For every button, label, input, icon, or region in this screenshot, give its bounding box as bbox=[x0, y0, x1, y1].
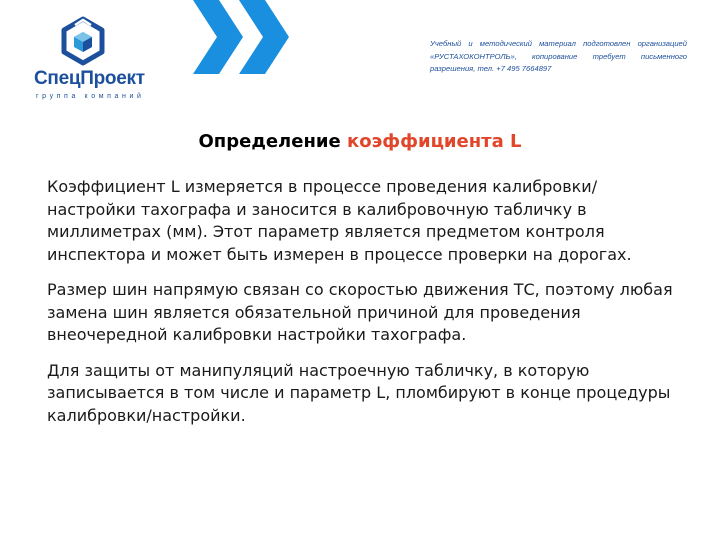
page-title bbox=[0, 131, 720, 152]
paragraph: Размер шин напрямую связан со скоростью движения ТС, поэтому любая замена шин является обязательной причиной для проведения внеочередной калибровки настройки тахографа. bbox=[47, 280, 673, 344]
chevron-arrows-icon bbox=[193, 0, 293, 74]
paragraph: Коэффициент L измеряется в процессе проведения калибровки/настройки тахографа и заносится в калибровочную табличку в миллиметрах (мм). Этот параметр является предметом контроля инспектора и может быть измерен в процессе проверки на дорогах. bbox=[47, 177, 632, 264]
copyright-note: Учебный и методический материал подготовлен организацией «РУСТАХОКОНТРОЛЬ», копирование требует письменного разрешения, тел. +7 495 7664897 bbox=[430, 39, 687, 73]
logo-mark-icon bbox=[58, 16, 108, 66]
paragraph: Для защиты от манипуляций настроечную табличку, в которую записывается в том числе и параметр L, пломбируют в конце процедуры калибровки/настройки. bbox=[47, 360, 671, 425]
logo-tagline: группа компаний bbox=[36, 93, 145, 100]
title-accent: коэффициента L bbox=[347, 131, 522, 152]
body-text bbox=[47, 176, 677, 440]
logo-name: СпецПроект bbox=[34, 68, 145, 89]
company-logo bbox=[28, 16, 145, 106]
title-prefix: Определение bbox=[198, 131, 341, 152]
